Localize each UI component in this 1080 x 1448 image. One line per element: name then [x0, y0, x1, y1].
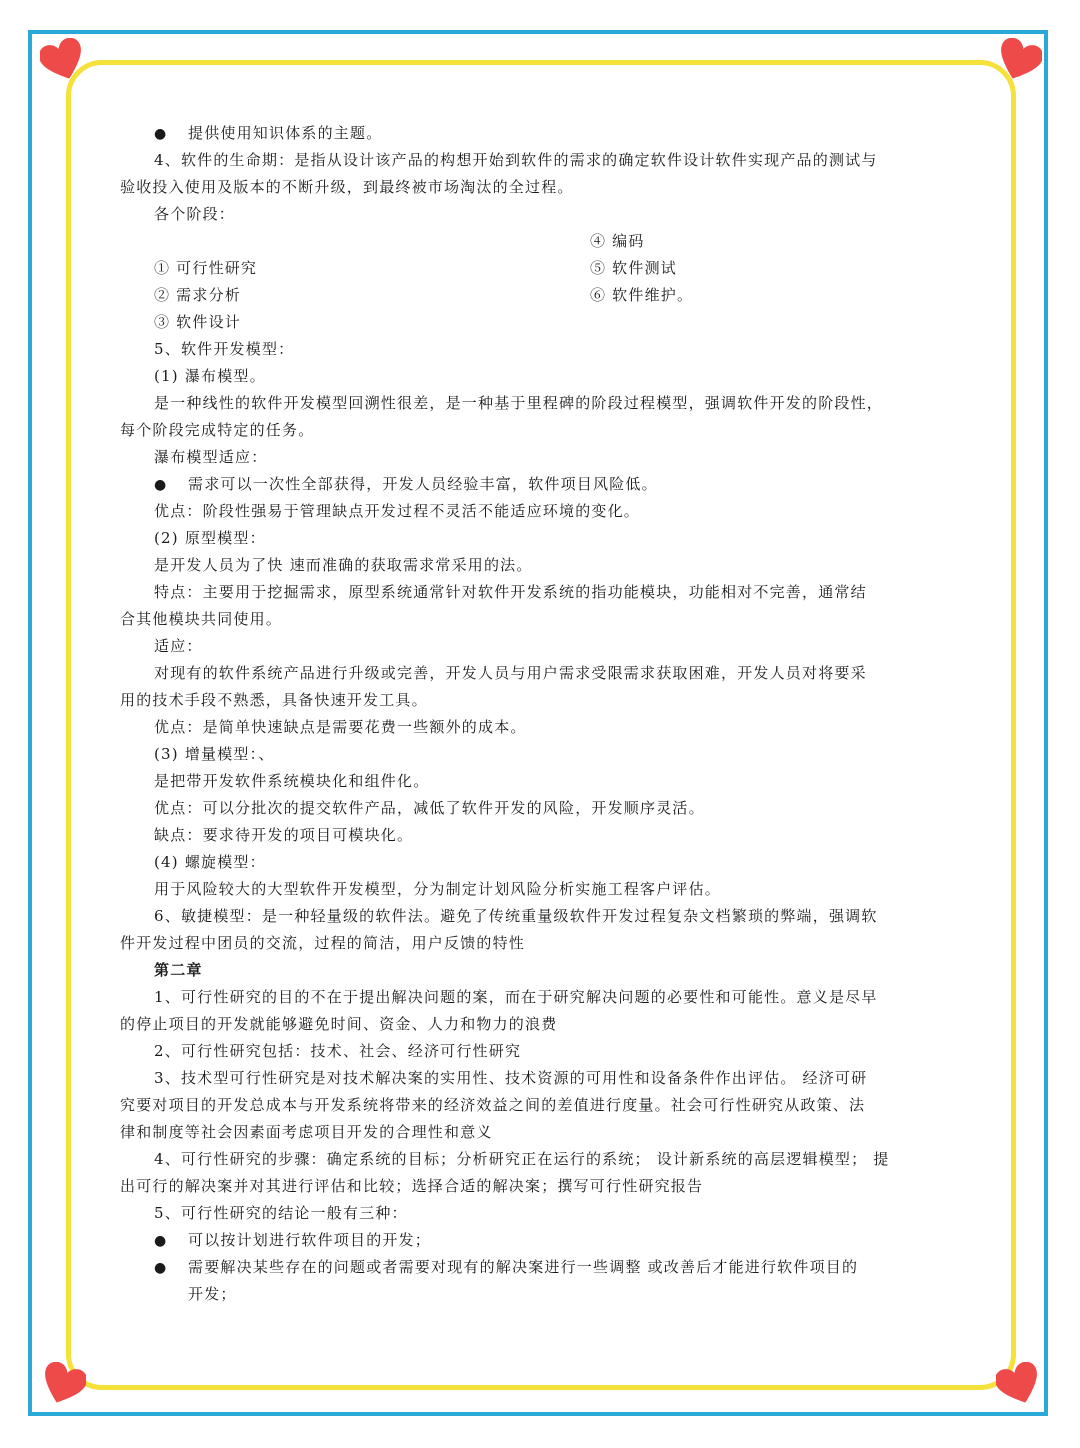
heart-icon-bottom-left — [40, 1362, 86, 1408]
paragraph-line: 优点：阶段性强易于管理缺点开发过程不灵活不能适应环境的变化。 — [154, 502, 641, 520]
paragraph-line: 开发； — [188, 1285, 237, 1303]
list-item: ⑥ 软件维护。 — [590, 286, 694, 304]
paragraph-line: 每个阶段完成特定的任务。 — [120, 421, 315, 439]
paragraph-line: 出可行的解决案并对其进行评估和比较；选择合适的解决案；撰写可行性研究报告 — [120, 1177, 704, 1195]
sub-heading: (4) 螺旋模型： — [154, 853, 266, 871]
section-heading: 5、软件开发模型： — [154, 340, 295, 358]
sub-heading: (2) 原型模型： — [154, 529, 266, 547]
paragraph-line: 6、敏捷模型：是一种轻量级的软件法。避免了传统重量级软件开发过程复杂文档繁琐的弊端，强调软 — [154, 907, 878, 925]
bullet-icon: ● — [154, 126, 168, 142]
paragraph-line: 用于风险较大的大型软件开发模型，分为制定计划风险分析实施工程客户评估。 — [154, 880, 722, 898]
paragraph-line: 缺点：要求待开发的项目可模块化。 — [154, 826, 414, 844]
bullet-icon: ● — [154, 477, 168, 493]
bullet-line: ● 可以按计划进行软件项目的开发； — [154, 1231, 432, 1249]
paragraph-line: 验收投入使用及版本的不断升级，到最终被市场淘汰的全过程。 — [120, 178, 574, 196]
bullet-icon: ● — [154, 1233, 168, 1249]
heart-icon-top-right — [996, 38, 1042, 84]
list-item: ⑤ 软件测试 — [590, 259, 677, 277]
paragraph-line: 各个阶段： — [154, 205, 236, 223]
paragraph-line: 是开发人员为了快 速而准确的获取需求常采用的法。 — [154, 556, 533, 574]
bullet-line: ● 提供使用知识体系的主题。 — [154, 124, 383, 142]
paragraph-line: 3、技术型可行性研究是对技术解决案的实用性、技术资源的可用性和设备条件作出评估。 经济可研 — [154, 1069, 868, 1087]
paragraph-line: 用的技术手段不熟悉，具备快速开发工具。 — [120, 691, 428, 709]
paragraph-line: 是把带开发软件系统模块化和组件化。 — [154, 772, 430, 790]
sub-heading: (3) 增量模型：、 — [154, 745, 275, 763]
list-item: ③ 软件设计 — [154, 313, 241, 331]
list-item: ① 可行性研究 — [154, 259, 258, 277]
paragraph-line: 的停止项目的开发就能够避免时间、资金、人力和物力的浪费 — [120, 1015, 558, 1033]
list-item: ② 需求分析 — [154, 286, 241, 304]
paragraph-line: 瀑布模型适应： — [154, 448, 268, 466]
paragraph-line: 5、可行性研究的结论一般有三种： — [154, 1204, 408, 1222]
sub-heading: (1) 瀑布模型。 — [154, 367, 266, 385]
paragraph-line: 对现有的软件系统产品进行升级或完善，开发人员与用户需求受限需求获取困难，开发人员对将要采 — [154, 664, 867, 682]
paragraph-line: 究要对项目的开发总成本与开发系统将带来的经济效益之间的差值进行度量。社会可行性研究从政策、法 — [120, 1096, 866, 1114]
bullet-line: ● 需求可以一次性全部获得，开发人员经验丰富，软件项目风险低。 — [154, 475, 658, 493]
bullet-line: ● 需要解决某些存在的问题或者需要对现有的解决案进行一些调整 或改善后才能进行软件项目的 — [154, 1258, 859, 1276]
heart-icon-bottom-right — [996, 1362, 1042, 1408]
paragraph-line: 律和制度等社会因素面考虑项目开发的合理性和意义 — [120, 1123, 493, 1141]
list-item: ④ 编码 — [590, 232, 645, 250]
paragraph-line: 特点：主要用于挖掘需求，原型系统通常针对软件开发系统的指功能模块，功能相对不完善，通常结 — [154, 583, 867, 601]
paragraph-line: 是一种线性的软件开发模型回溯性很差，是一种基于里程碑的阶段过程模型，强调软件开发的阶段性， — [154, 394, 884, 412]
paragraph-line: 4、软件的生命期：是指从设计该产品的构想开始到软件的需求的确定软件设计软件实现产品的测试与 — [154, 151, 878, 169]
paragraph-line: 4、可行性研究的步骤：确定系统的目标；分析研究正在运行的系统； 设计新系统的高层逻辑模型； 提 — [154, 1150, 890, 1168]
paragraph-line: 2、可行性研究包括：技术、社会、经济可行性研究 — [154, 1042, 522, 1060]
bullet-icon: ● — [154, 1260, 168, 1276]
paragraph-line: 1、可行性研究的目的不在于提出解决问题的案，而在于研究解决问题的必要性和可能性。意义是尽早 — [154, 988, 878, 1006]
chapter-heading: 第二章 — [154, 961, 203, 979]
paragraph-line: 优点：是简单快速缺点是需要花费一些额外的成本。 — [154, 718, 527, 736]
paragraph-line: 优点：可以分批次的提交软件产品，减低了软件开发的风险，开发顺序灵活。 — [154, 799, 705, 817]
paragraph-line: 件开发过程中团员的交流，过程的简洁，用户反馈的特性 — [120, 934, 526, 952]
paragraph-line: 合其他模块共同使用。 — [120, 610, 283, 628]
paragraph-line: 适应： — [154, 637, 203, 655]
heart-icon-top-left — [40, 38, 86, 84]
